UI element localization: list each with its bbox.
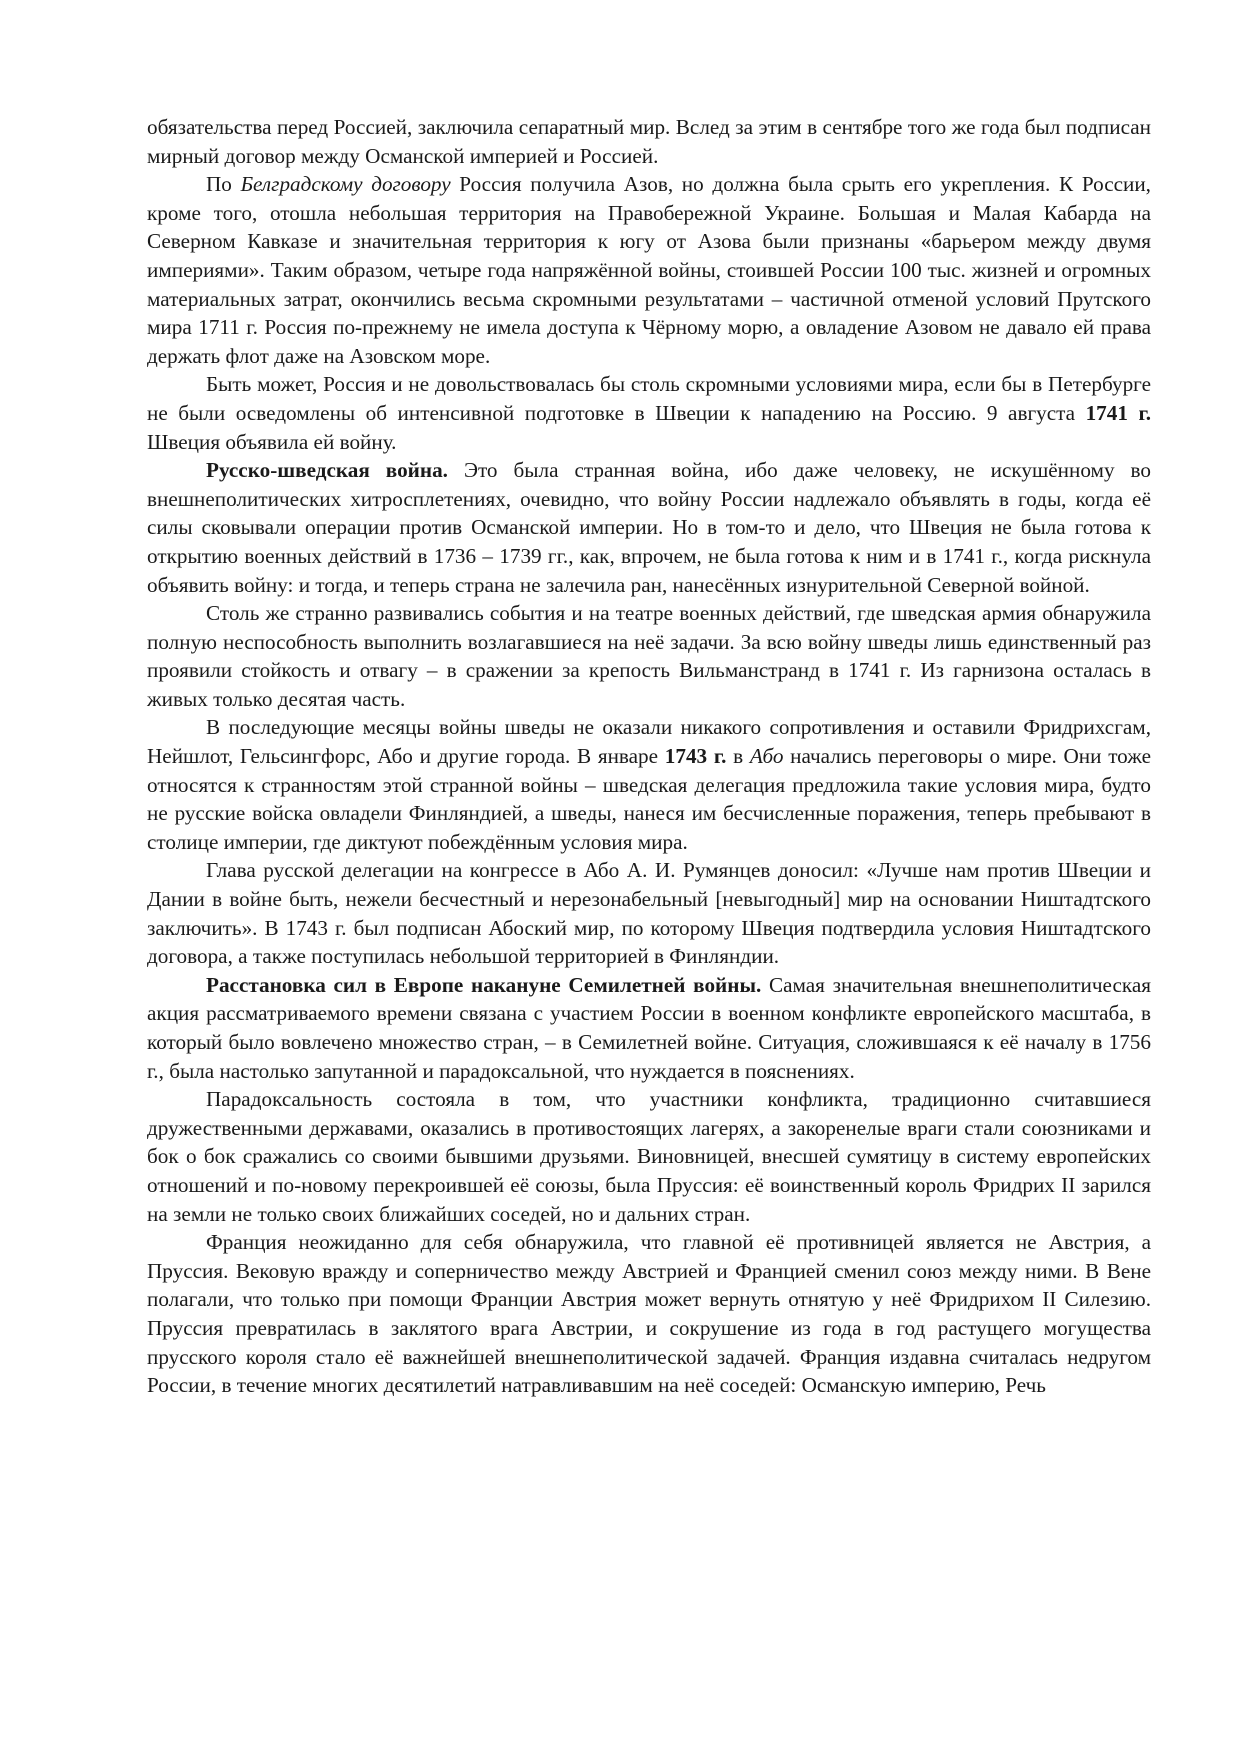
paragraph-p0 (147, 113, 1151, 170)
bold-text: 1741 г. (1085, 400, 1151, 425)
text-run: Самая значительная внешнеполитическая акция рассматриваемого времени связана с участием России в военном конфликте европейского масштаба, в который было вовлечено множество стран, – в Семилетней войне. Ситуация, сложившаяся к её началу в 1756 г., была настолько запутанной и парадоксальной, что нуждается в пояснениях. (147, 972, 1151, 1083)
text-run: в (726, 744, 750, 769)
italic-text: Або (749, 744, 784, 769)
text-run: Швеция объявила ей войну. (147, 429, 397, 454)
paragraph-p3 (147, 456, 1151, 599)
text-run: начались переговоры о мире. Они тоже относятся к странностям этой странной войны – шведская делегация предложила такие условия мира, будто не русские войска овладели Финляндией, а шведы, нанеся им бесчисленные поражения, теперь пребывают в столице империи, где диктуют побеждённым условия мира. (147, 744, 1151, 854)
text-run: Глава русской делегации на конгрессе в Або А. И. Румянцев доносил: «Лучше нам против Швеции и Дании в войне быть, нежели бесчестный и нерезонабельный [невыгодный] мир на основании Ништадтского заключить». В 1743 г. был подписан Абоский мир, по которому Швеция подтвердила условия Ништадтского договора, а также поступилась небольшой территорией в Финляндии. (147, 858, 1151, 969)
paragraph-p7 (147, 971, 1151, 1085)
text-run: Франция неожиданно для себя обнаружила, что главной её противницей является не Австрия, а Пруссия. Вековую вражду и соперничество между Австрией и Францией сменил союз между ними. В Вене полагали, что только при помощи Франции Австрия может вернуть отнятую у неё Фридрихом II Силезию. Пруссия превратилась в заклятого врага Австрии, и сокрушение из года в год растущего могущества прусского короля стало её важнейшей внешнеполитической задачей. Франция издавна считалась недругом России, в течение многих десятилетий натравливавшим на неё соседей: Османскую империю, Речь (147, 1230, 1151, 1398)
document-body (147, 113, 1151, 1400)
text-run: Россия получила Азов, но должна была срыть его укрепления. К России, кроме того, отошла небольшая территория на Правобережной Украине. Большая и Малая Кабарда на Северном Кавказе и значительная территория к югу от Азова были признаны «барьером между двумя империями». Таким образом, четыре года напряжённой войны, стоившей России 100 тыс. жизней и огромных материальных затрат, окончились весьма скромными результатами – частичной отменой условий Прутского мира 1711 г. Россия по-прежнему не имела доступа к Чёрному морю, а овладение Азовом не давало ей права держать флот даже на Азовском море. (147, 172, 1151, 368)
paragraph-p4 (147, 599, 1151, 713)
paragraph-p5 (147, 713, 1151, 856)
text-run: Парадоксальность состояла в том, что участники конфликта, традиционно считавшиеся дружественными державами, оказались в противостоящих лагерях, а закоренелые враги стали союзниками и бок о бок сражались со своими бывшими друзьями. Виновницей, внесшей сумятицу в систему европейских отношений и по-новому перекроившей её союзы, была Пруссия: её воинственный король Фридрих II зарился на земли не только своих ближайших соседей, но и дальних стран. (147, 1087, 1151, 1226)
text-run: Столь же странно развивались события и на театре военных действий, где шведская армия обнаружила полную неспособность выполнить возлагавшиеся на неё задачи. За всю войну шведы лишь единственный раз проявили стойкость и отвагу – в сражении за крепость Вильманстранд в 1741 г. Из гарнизона осталась в живых только десятая часть. (147, 601, 1151, 711)
paragraph-p8 (147, 1085, 1151, 1228)
paragraph-p6 (147, 856, 1151, 970)
bold-text: Русско-шведская война. (206, 458, 448, 483)
paragraph-p1 (147, 170, 1151, 370)
italic-text: Белградскому договору (240, 172, 451, 197)
text-run: обязательства перед Россией, заключила сепаратный мир. Вслед за этим в сентябре того же года был подписан мирный договор между Османской империей и Россией. (147, 115, 1151, 168)
text-run: Быть может, Россия и не довольствовалась бы столь скромными условиями мира, если бы в Петербурге не были осведомлены об интенсивной подготовке в Швеции к нападению на Россию. 9 августа (147, 372, 1151, 425)
text-run: По (206, 172, 241, 197)
paragraph-p2 (147, 370, 1151, 456)
text-run: Это была странная война, ибо даже человеку, не искушённому во внешнеполитических хитросплетениях, очевидно, что войну России надлежало объявлять в годы, когда её силы сковывали операции против Османской империи. Но в том-то и дело, что Швеция не была готова к открытию военных действий в 1736 – 1739 гг., как, впрочем, не была готова к ним и в 1741 г., когда рискнула объявить войну: и тогда, и теперь страна не залечила ран, нанесённых изнурительной Северной войной. (147, 458, 1151, 597)
bold-text: 1743 г. (664, 744, 727, 769)
bold-text: Расстановка сил в Европе накануне Семилетней войны. (206, 972, 762, 997)
text-run: В последующие месяцы войны шведы не оказали никакого сопротивления и оставили Фридрихсгам, Нейшлот, Гельсингфорс, Або и другие города. В январе (147, 715, 1151, 769)
paragraph-p9 (147, 1228, 1151, 1400)
